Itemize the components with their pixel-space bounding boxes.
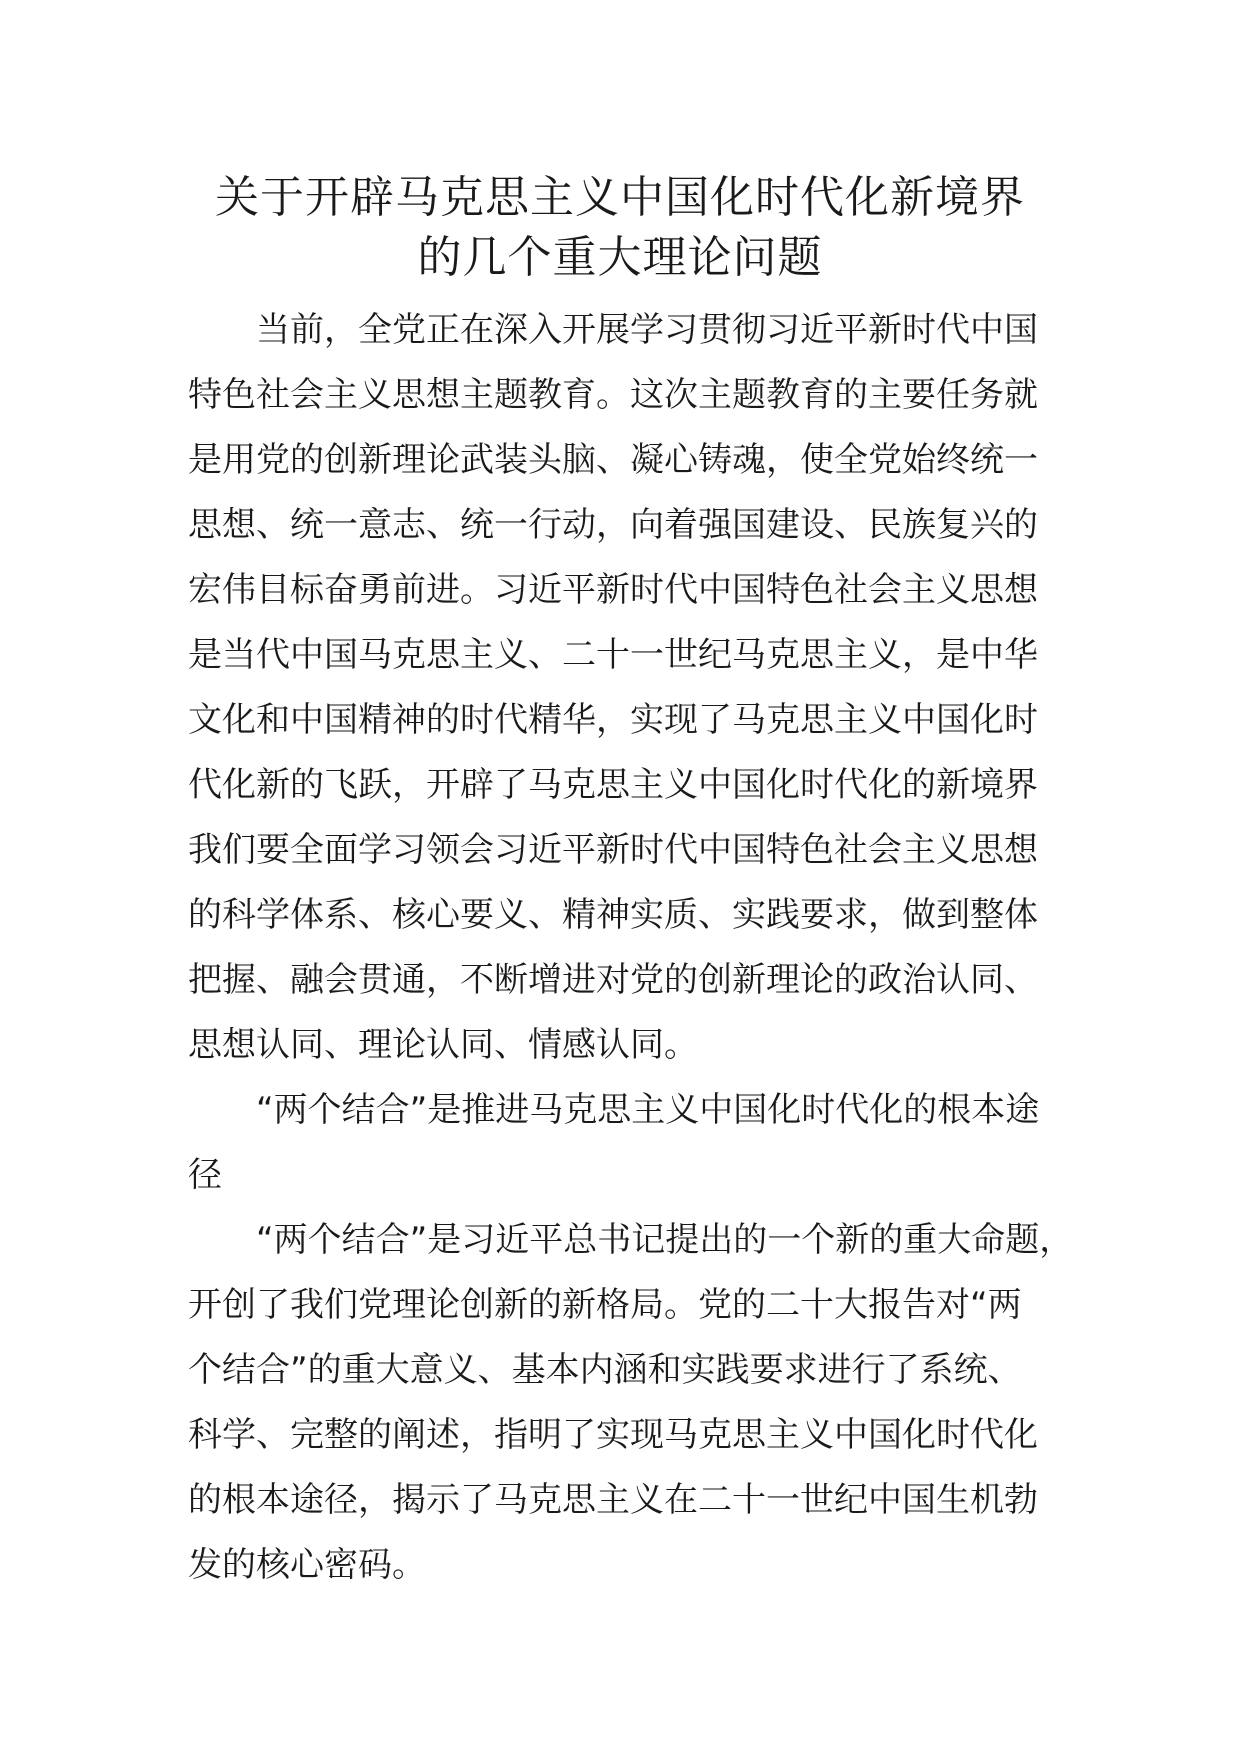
paragraph [188,298,1088,1078]
paragraph-line: 当前，全党正在深入开展学习贯彻习近平新时代中国 [256,310,1038,350]
section-heading-line: “两个结合”是推进马克思主义中国化时代化的根本途 [256,1090,1040,1130]
paragraph [188,1208,1088,1598]
title-line: 的几个重大理论问题 [417,232,823,283]
paragraph-line: 是当代中国马克思主义、二十一世纪马克思主义，是中华 [188,635,1038,675]
paragraph-line: 思想、统一意志、统一行动，向着强国建设、民族复兴的 [188,505,1038,545]
paragraph-line: 宏伟目标奋勇前进。习近平新时代中国特色社会主义思想 [188,570,1038,610]
paragraph-line: 的科学体系、核心要义、精神实质、实践要求，做到整体 [188,895,1038,935]
paragraph-line: “两个结合”是习近平总书记提出的一个新的重大命题， [256,1220,1074,1260]
paragraph-line: 开创了我们党理论创新的新格局。党的二十大报告对“两 [188,1285,1022,1325]
paragraph-line: 特色社会主义思想主题教育。这次主题教育的主要任务就 [188,375,1038,415]
paragraph-line: 发的核心密码。 [188,1545,426,1585]
section-heading-line: 径 [188,1155,222,1195]
section-heading [188,1078,1088,1208]
document-body [188,298,1088,1598]
paragraph-line: 科学、完整的阐述，指明了实现马克思主义中国化时代化 [188,1415,1038,1455]
paragraph-line: 是用党的创新理论武装头脑、凝心铸魂，使全党始终统一 [188,440,1038,480]
document-title [150,168,1090,288]
paragraph-line: 我们要全面学习领会习近平新时代中国特色社会主义思想 [188,830,1038,870]
title-line: 关于开辟马克思主义中国化时代化新境界 [215,172,1025,223]
paragraph-line: 思想认同、理论认同、情感认同。 [188,1025,698,1065]
paragraph-line: 代化新的飞跃，开辟了马克思主义中国化时代化的新境界 [188,765,1038,805]
paragraph-line: 的根本途径，揭示了马克思主义在二十一世纪中国生机勃 [188,1480,1038,1520]
paragraph-line: 文化和中国精神的时代精华，实现了马克思主义中国化时 [188,700,1038,740]
paragraph-line: 个结合”的重大意义、基本内涵和实践要求进行了系统、 [188,1350,1022,1390]
paragraph-line: 把握、融会贯通，不断增进对党的创新理论的政治认同、 [188,960,1038,1000]
